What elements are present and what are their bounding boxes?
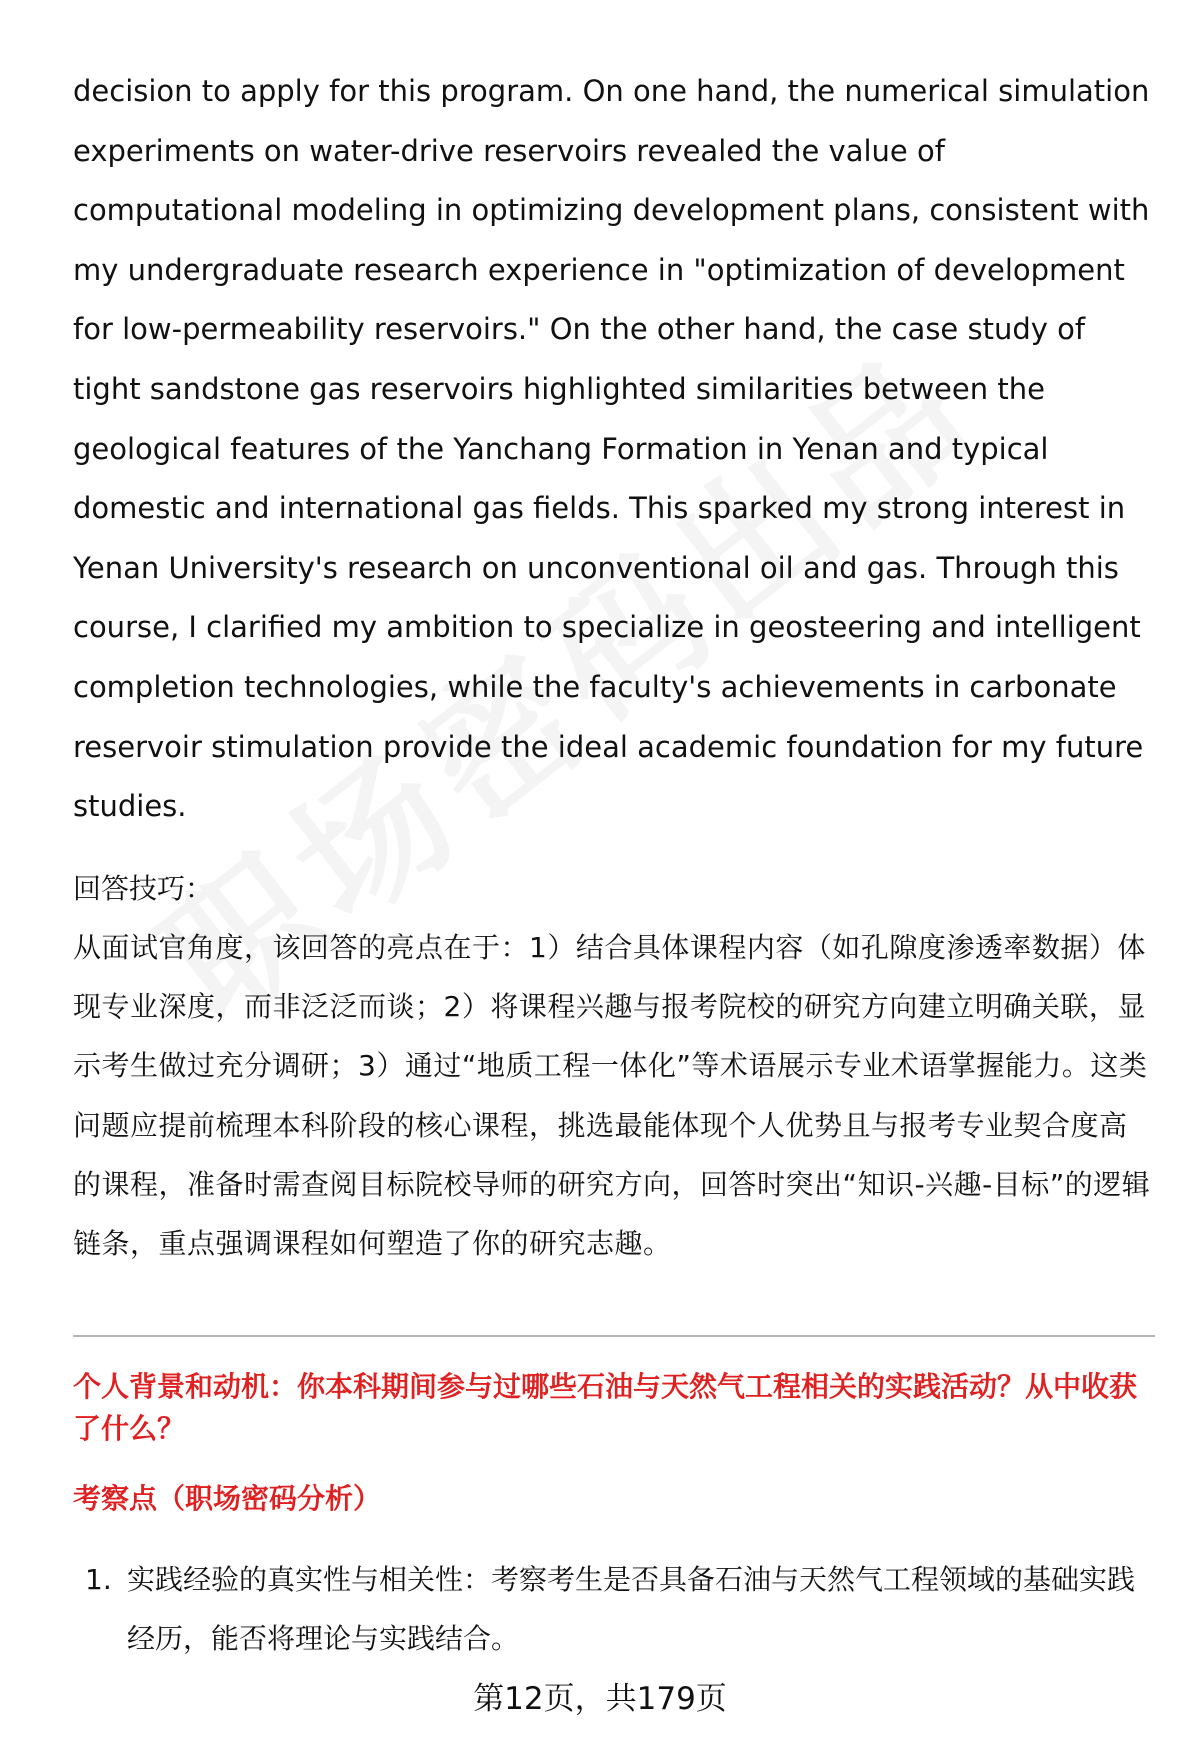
body-paragraph: decision to apply for this program. On one hand, the numerical simulation experiments on water-drive reservoirs revealed the value of computational modeling in optimizing development plans, consistent with my undergraduate research experience in "optimization of development for low-permeability reservoirs." On the other hand, the case study of tight sandstone gas reservoirs highlighted similarities between the geological features of the Yanchang Formation in Yenan and typical domestic and international gas fields. This sparked my strong interest in Yenan University's research on unconventional oil and gas. Through this course, I clarified my ambition to specialize in geosteering and intelligent completion technologies, while the faculty's achievements in carbonate reservoir stimulation provide the ideal academic foundation for my future studies. (73, 74, 1150, 824)
list-item (73, 1550, 1158, 1668)
question-heading: 个人背景和动机：你本科期间参与过哪些石油与天然气工程相关的实践活动？从中收获了什么？ (73, 1370, 1138, 1445)
tips-content: 从面试官角度，该回答的亮点在于：1）结合具体课程内容（如孔隙度渗透率数据）体现专业深度，而非泛泛而谈；2）将课程兴趣与报考院校的研究方向建立明确关联，显示考生做过充分调研；3）通过“地质工程一体化”等术语展示专业术语掌握能力。这类问题应提前梳理本科阶段的核心课程，挑选最能体现个人优势且与报考专业契合度高的课程，准备时需查阅目标院校导师的研究方向，回答时突出“知识-兴趣-目标”的逻辑链条，重点强调课程如何塑造了你的研究志趣。 (73, 930, 1151, 1261)
list-item-number: 1. (85, 1563, 112, 1596)
section-divider (73, 1335, 1155, 1337)
analysis-list (73, 1550, 1158, 1668)
page-footer: 第12页，共179页 (473, 1681, 727, 1717)
list-item-text: 实践经验的真实性与相关性：考察考生是否具备石油与天然气工程领域的基础实践经历，能否将理论与实践结合。 (127, 1563, 1136, 1655)
document-body (73, 62, 1153, 1274)
analysis-heading: 考察点（职场密码分析） (73, 1482, 382, 1515)
tips-title: 回答技巧： (73, 871, 214, 905)
